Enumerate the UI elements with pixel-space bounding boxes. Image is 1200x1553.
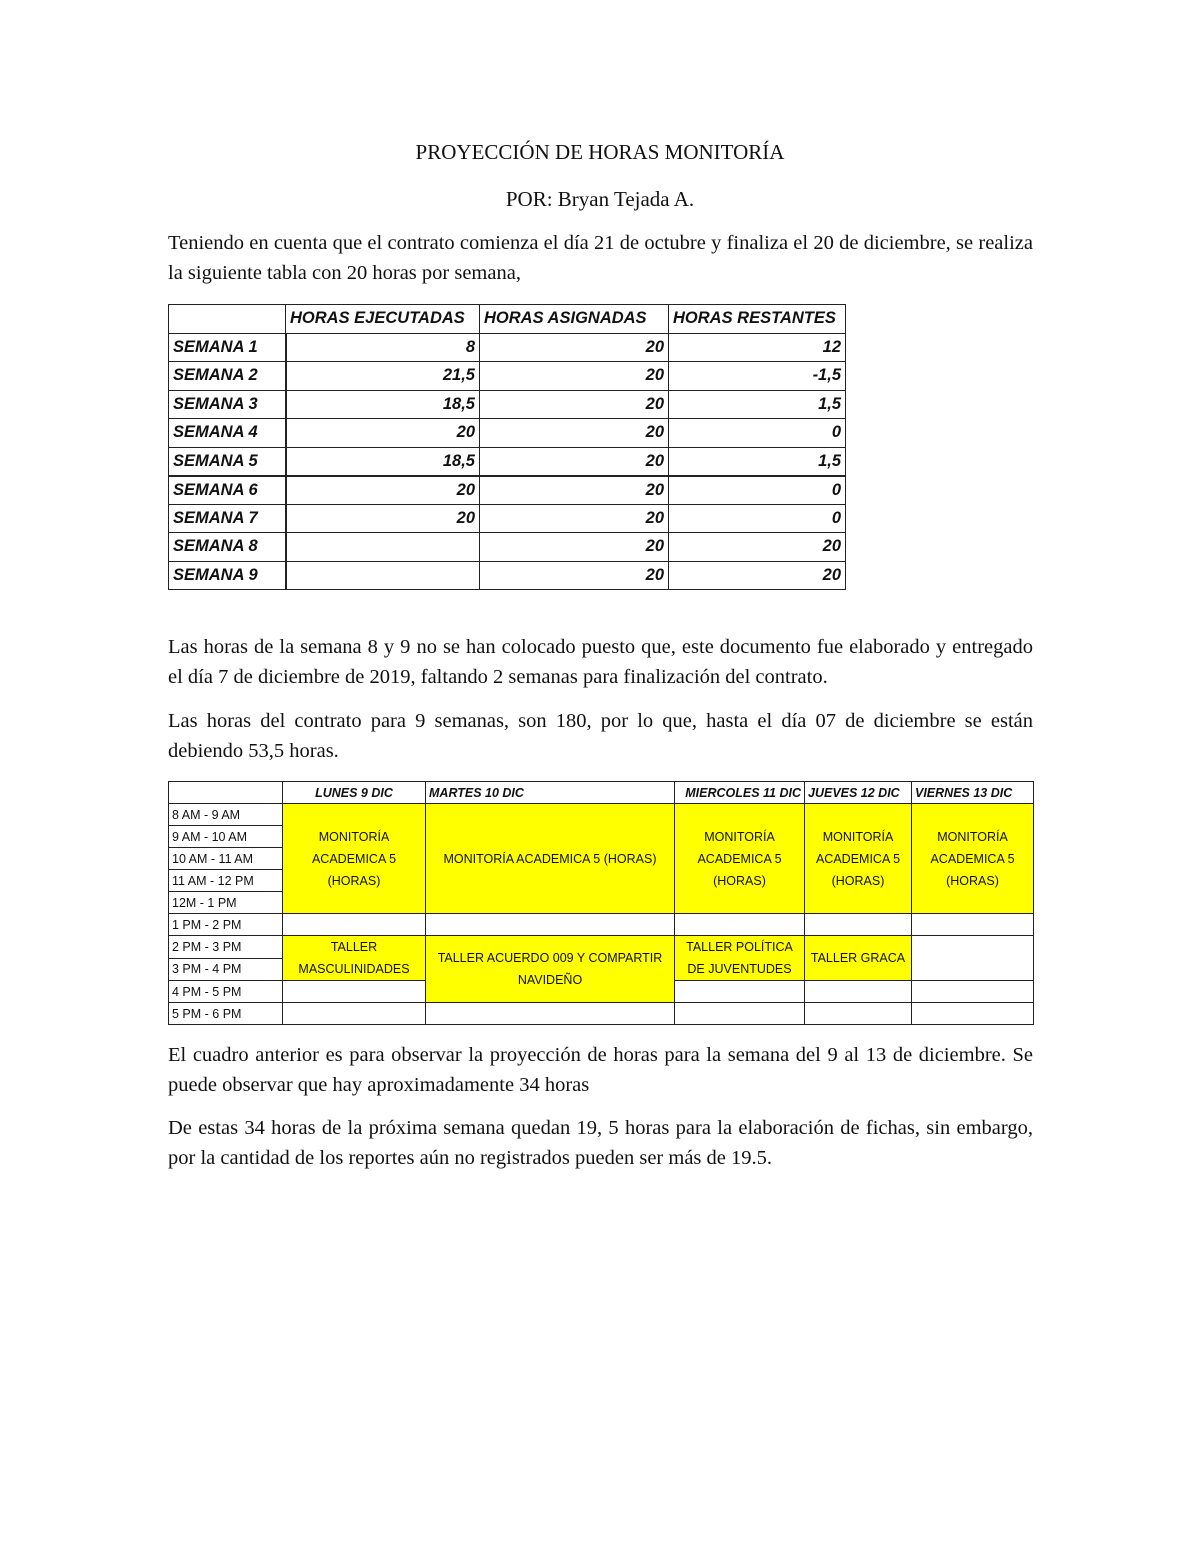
empty-cell — [805, 914, 912, 936]
schedule-header-row — [169, 782, 1034, 804]
paragraph-contract-hours: Las horas del contrato para 9 semanas, son 180, por lo que, hasta el día 07 de diciembre se están debiendo 53,5 horas. — [168, 710, 1033, 762]
remaining-cell: 20 — [669, 533, 846, 562]
thursday-monitoria-cell: MONITORÍA ACADEMICA 5 (HORAS) — [805, 804, 912, 914]
schedule-table — [168, 781, 1034, 1025]
hours-row-8 — [169, 533, 846, 562]
executed-cell: 18,5 — [286, 447, 480, 476]
remaining-cell: -1,5 — [669, 362, 846, 391]
thursday-taller-cell: TALLER GRACA — [805, 936, 912, 981]
remaining-cell: 12 — [669, 333, 846, 362]
remaining-cell: 1,5 — [669, 447, 846, 476]
empty-cell — [283, 914, 426, 936]
remaining-cell: 20 — [669, 561, 846, 590]
executed-cell — [286, 561, 480, 590]
executed-cell: 20 — [286, 419, 480, 448]
schedule-header-friday: VIERNES 13 DIC — [912, 782, 1034, 804]
assigned-cell: 20 — [480, 362, 669, 391]
monday-taller-cell: TALLER MASCULINIDADES — [283, 936, 426, 981]
row-label: SEMANA 1 — [169, 333, 286, 362]
empty-cell — [283, 981, 426, 1003]
time-slot: 8 AM - 9 AM — [169, 804, 283, 826]
executed-cell: 8 — [286, 333, 480, 362]
empty-cell — [283, 1003, 426, 1025]
schedule-header-thursday: JUEVES 12 DIC — [805, 782, 912, 804]
hours-row-2 — [169, 362, 846, 391]
hours-header-row — [169, 305, 846, 334]
time-slot: 5 PM - 6 PM — [169, 1003, 283, 1025]
executed-cell: 20 — [286, 504, 480, 533]
hours-header-remaining: HORAS RESTANTES — [669, 305, 846, 334]
executed-cell: 18,5 — [286, 390, 480, 419]
time-slot: 1 PM - 2 PM — [169, 914, 283, 936]
remaining-cell: 0 — [669, 476, 846, 505]
assigned-cell: 20 — [480, 504, 669, 533]
paragraph-schedule-note: El cuadro anterior es para observar la proyección de horas para la semana del 9 al 13 de diciembre. Se puede observar que hay aproximadamente 34 horas — [168, 1044, 1033, 1096]
document-author: POR: Bryan Tejada A. — [505, 187, 695, 211]
schedule-header-tuesday: MARTES 10 DIC — [426, 782, 675, 804]
row-label: SEMANA 7 — [169, 504, 286, 533]
row-label: SEMANA 5 — [169, 447, 286, 476]
schedule-row-5pm — [169, 1003, 1034, 1025]
schedule-row-2pm — [169, 936, 1034, 959]
paragraph-week-8-9: Las horas de la semana 8 y 9 no se han colocado puesto que, este documento fue elaborado y entregado el día 7 de diciembre de 2019, faltando 2 semanas para finalización del contrato. — [168, 636, 1033, 688]
time-slot: 10 AM - 11 AM — [169, 848, 283, 870]
paragraph-remaining-hours: De estas 34 horas de la próxima semana quedan 19, 5 horas para la elaboración de fichas, sin embargo, por la cantidad de los reportes aún no registrados pueden ser más de 19.5. — [168, 1117, 1033, 1169]
empty-cell — [675, 981, 805, 1003]
monday-monitoria-cell: MONITORÍA ACADEMICA 5 (HORAS) — [283, 804, 426, 914]
hours-row-9 — [169, 561, 846, 590]
hours-row-6 — [169, 476, 846, 505]
time-slot: 9 AM - 10 AM — [169, 826, 283, 848]
remaining-cell: 1,5 — [669, 390, 846, 419]
empty-cell — [805, 1003, 912, 1025]
row-label: SEMANA 6 — [169, 476, 286, 505]
empty-cell — [426, 914, 675, 936]
empty-cell — [426, 1003, 675, 1025]
schedule-header-wednesday: MIERCOLES 11 DIC — [675, 782, 805, 804]
empty-cell — [805, 981, 912, 1003]
assigned-cell: 20 — [480, 447, 669, 476]
tuesday-taller-cell: TALLER ACUERDO 009 Y COMPARTIR NAVIDEÑO — [426, 936, 675, 1003]
executed-cell: 21,5 — [286, 362, 480, 391]
hours-header-blank — [169, 305, 286, 334]
empty-cell — [912, 1003, 1034, 1025]
remaining-cell: 0 — [669, 504, 846, 533]
row-label: SEMANA 9 — [169, 561, 286, 590]
assigned-cell: 20 — [480, 419, 669, 448]
empty-cell — [912, 981, 1034, 1003]
schedule-row-8am — [169, 804, 1034, 826]
wednesday-taller-cell: TALLER POLÍTICA DE JUVENTUDES — [675, 936, 805, 981]
row-label: SEMANA 3 — [169, 390, 286, 419]
hours-row-7 — [169, 504, 846, 533]
wednesday-monitoria-cell: MONITORÍA ACADEMICA 5 (HORAS) — [675, 804, 805, 914]
empty-cell — [912, 914, 1034, 936]
hours-header-executed: HORAS EJECUTADAS — [286, 305, 480, 334]
empty-cell — [675, 914, 805, 936]
hours-header-assigned: HORAS ASIGNADAS — [480, 305, 669, 334]
schedule-header-monday: LUNES 9 DIC — [283, 782, 426, 804]
hours-row-1 — [169, 333, 846, 362]
friday-monitoria-cell: MONITORÍA ACADEMICA 5 (HORAS) — [912, 804, 1034, 914]
time-slot: 4 PM - 5 PM — [169, 981, 283, 1003]
intro-paragraph: Teniendo en cuenta que el contrato comienza el día 21 de octubre y finaliza el 20 de diciembre, se realiza la siguiente tabla con 20 horas por semana, — [168, 232, 1033, 284]
row-label: SEMANA 8 — [169, 533, 286, 562]
tuesday-monitoria-cell: MONITORÍA ACADEMICA 5 (HORAS) — [426, 804, 675, 914]
empty-cell — [912, 936, 1034, 981]
remaining-cell: 0 — [669, 419, 846, 448]
time-slot: 2 PM - 3 PM — [169, 936, 283, 959]
hours-table — [168, 304, 846, 590]
document-title: PROYECCIÓN DE HORAS MONITORÍA — [415, 140, 785, 164]
assigned-cell: 20 — [480, 533, 669, 562]
schedule-header-blank — [169, 782, 283, 804]
time-slot: 12M - 1 PM — [169, 892, 283, 914]
time-slot: 3 PM - 4 PM — [169, 958, 283, 981]
row-label: SEMANA 4 — [169, 419, 286, 448]
executed-cell: 20 — [286, 476, 480, 505]
hours-row-4 — [169, 419, 846, 448]
schedule-row-1pm — [169, 914, 1034, 936]
hours-row-5 — [169, 447, 846, 476]
empty-cell — [675, 1003, 805, 1025]
assigned-cell: 20 — [480, 476, 669, 505]
assigned-cell: 20 — [480, 390, 669, 419]
row-label: SEMANA 2 — [169, 362, 286, 391]
assigned-cell: 20 — [480, 561, 669, 590]
time-slot: 11 AM - 12 PM — [169, 870, 283, 892]
assigned-cell: 20 — [480, 333, 669, 362]
executed-cell — [286, 533, 480, 562]
hours-row-3 — [169, 390, 846, 419]
